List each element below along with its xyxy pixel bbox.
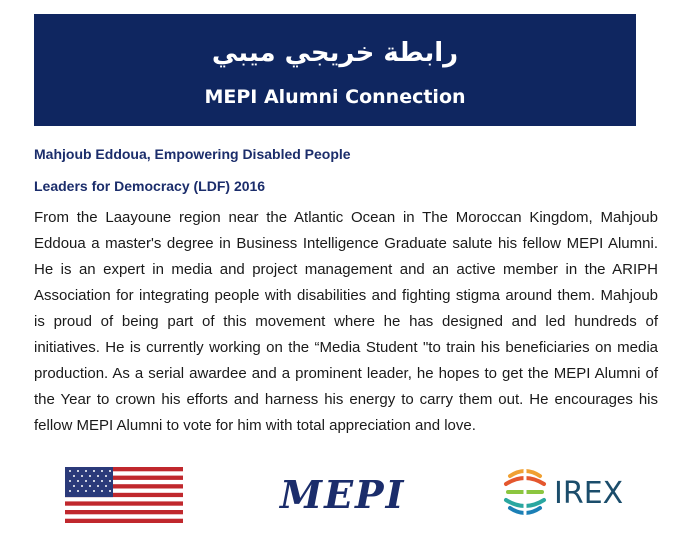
article-body: From the Laayoune region near the Atlantic Ocean in The Moroccan Kingdom, Mahjoub Eddoua a master's degree in Business Intelligence Graduate salute his fellow MEPI Alumni. He is an expert in media and project management and an active member in the ARIPH Association for integrating people with disabilities and fighting stigma around them. Mahjoub is proud of being part of this movement where he has designed and led hundreds of initiatives. He is currently working on the “Media Student "to train his beneficiaries on media production. As a serial awardee and a prominent leader, he hopes to get the MEPI Alumni of the Year to crown his efforts and harness his energy to carry them out. He encourages his fellow MEPI Alumni to vote for him with total appreciation and love.: [34, 209, 658, 434]
mepi-logo-text: MEPI: [280, 472, 406, 517]
mepi-logo: [280, 472, 405, 517]
us-flag-icon: [65, 467, 183, 523]
banner-title: MEPI Alumni Connection: [204, 86, 466, 108]
logo-row: [0, 460, 690, 530]
article-title: Mahjoub Eddoua, Empowering Disabled People: [34, 146, 351, 162]
header-banner: [34, 14, 636, 126]
arabic-title: رابطة خريجي ميبي: [211, 38, 459, 68]
irex-logo: [500, 464, 624, 525]
irex-emblem-icon: [500, 464, 550, 520]
program-name: Leaders for Democracy (LDF) 2016: [34, 178, 266, 194]
irex-logo-text: IREX: [554, 476, 624, 511]
